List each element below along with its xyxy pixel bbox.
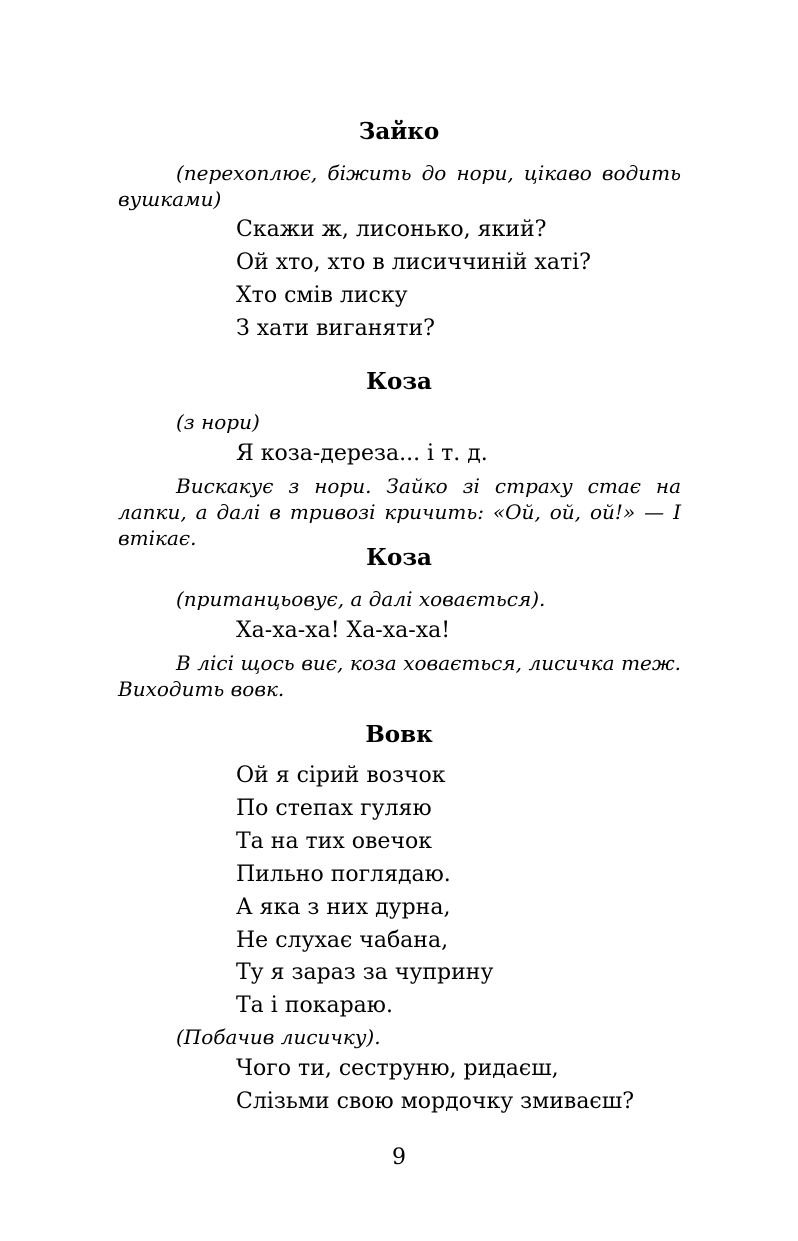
verse-line: Слізьми свою мордочку змиваєш? [236, 1089, 634, 1114]
stage-direction-text: В лісі щось виє, коза ховається, лисичка теж. Виходить вовк. [118, 651, 681, 701]
stage-direction [118, 650, 681, 702]
verse-line: А яка з них дурна, [236, 895, 451, 920]
verse-line: Хто смів лиску [236, 283, 408, 308]
verse-line: З хати виганяти? [236, 316, 435, 341]
verse-line: Не слухає чабана, [236, 928, 449, 953]
stage-direction [118, 586, 681, 612]
stage-direction-text: (Побачив лисичку). [176, 1025, 381, 1049]
verse-line: По степах гуляю [236, 796, 432, 821]
verse-line: Та на тих овечок [236, 829, 432, 854]
stage-direction [118, 160, 681, 212]
stage-direction-text: (пританцьовує, а далі ховається). [176, 587, 546, 611]
verse-line: Пильно поглядаю. [236, 862, 451, 887]
stage-direction [118, 473, 681, 551]
verse-line: Скажи ж, лисонько, який? [236, 217, 547, 242]
verse-line: Ха-ха-ха! Ха-ха-ха! [236, 618, 451, 643]
stage-direction-text: (перехоплює, біжить до нори, цікаво водить вушками) [118, 161, 681, 211]
speaker-heading-zaiko: Зайко [358, 118, 440, 145]
verse-line: Та і покараю. [236, 993, 393, 1018]
speaker-heading-koza: Коза [366, 544, 432, 571]
stage-direction [118, 409, 681, 435]
verse-line: Я коза-дереза... і т. д. [236, 441, 488, 466]
verse-line: Ой я сірий возчок [236, 763, 446, 788]
verse-line: Ту я зараз за чуприну [236, 960, 494, 985]
stage-direction-text: (з нори) [176, 410, 260, 434]
stage-direction [118, 1024, 681, 1050]
speaker-heading-vovk: Вовк [365, 721, 433, 748]
stage-direction-text: Вискакує з нори. Зайко зі страху стає на лапки, а далі в тривозі кричить: «Ой, ой, ой!» — І втікає. [118, 474, 681, 550]
speaker-heading-koza: Коза [366, 368, 432, 395]
page-number: 9 [392, 1145, 406, 1170]
verse-line: Ой хто, хто в лисиччиній хаті? [236, 250, 591, 275]
verse-line: Чого ти, сеструню, ридаєш, [236, 1056, 559, 1081]
